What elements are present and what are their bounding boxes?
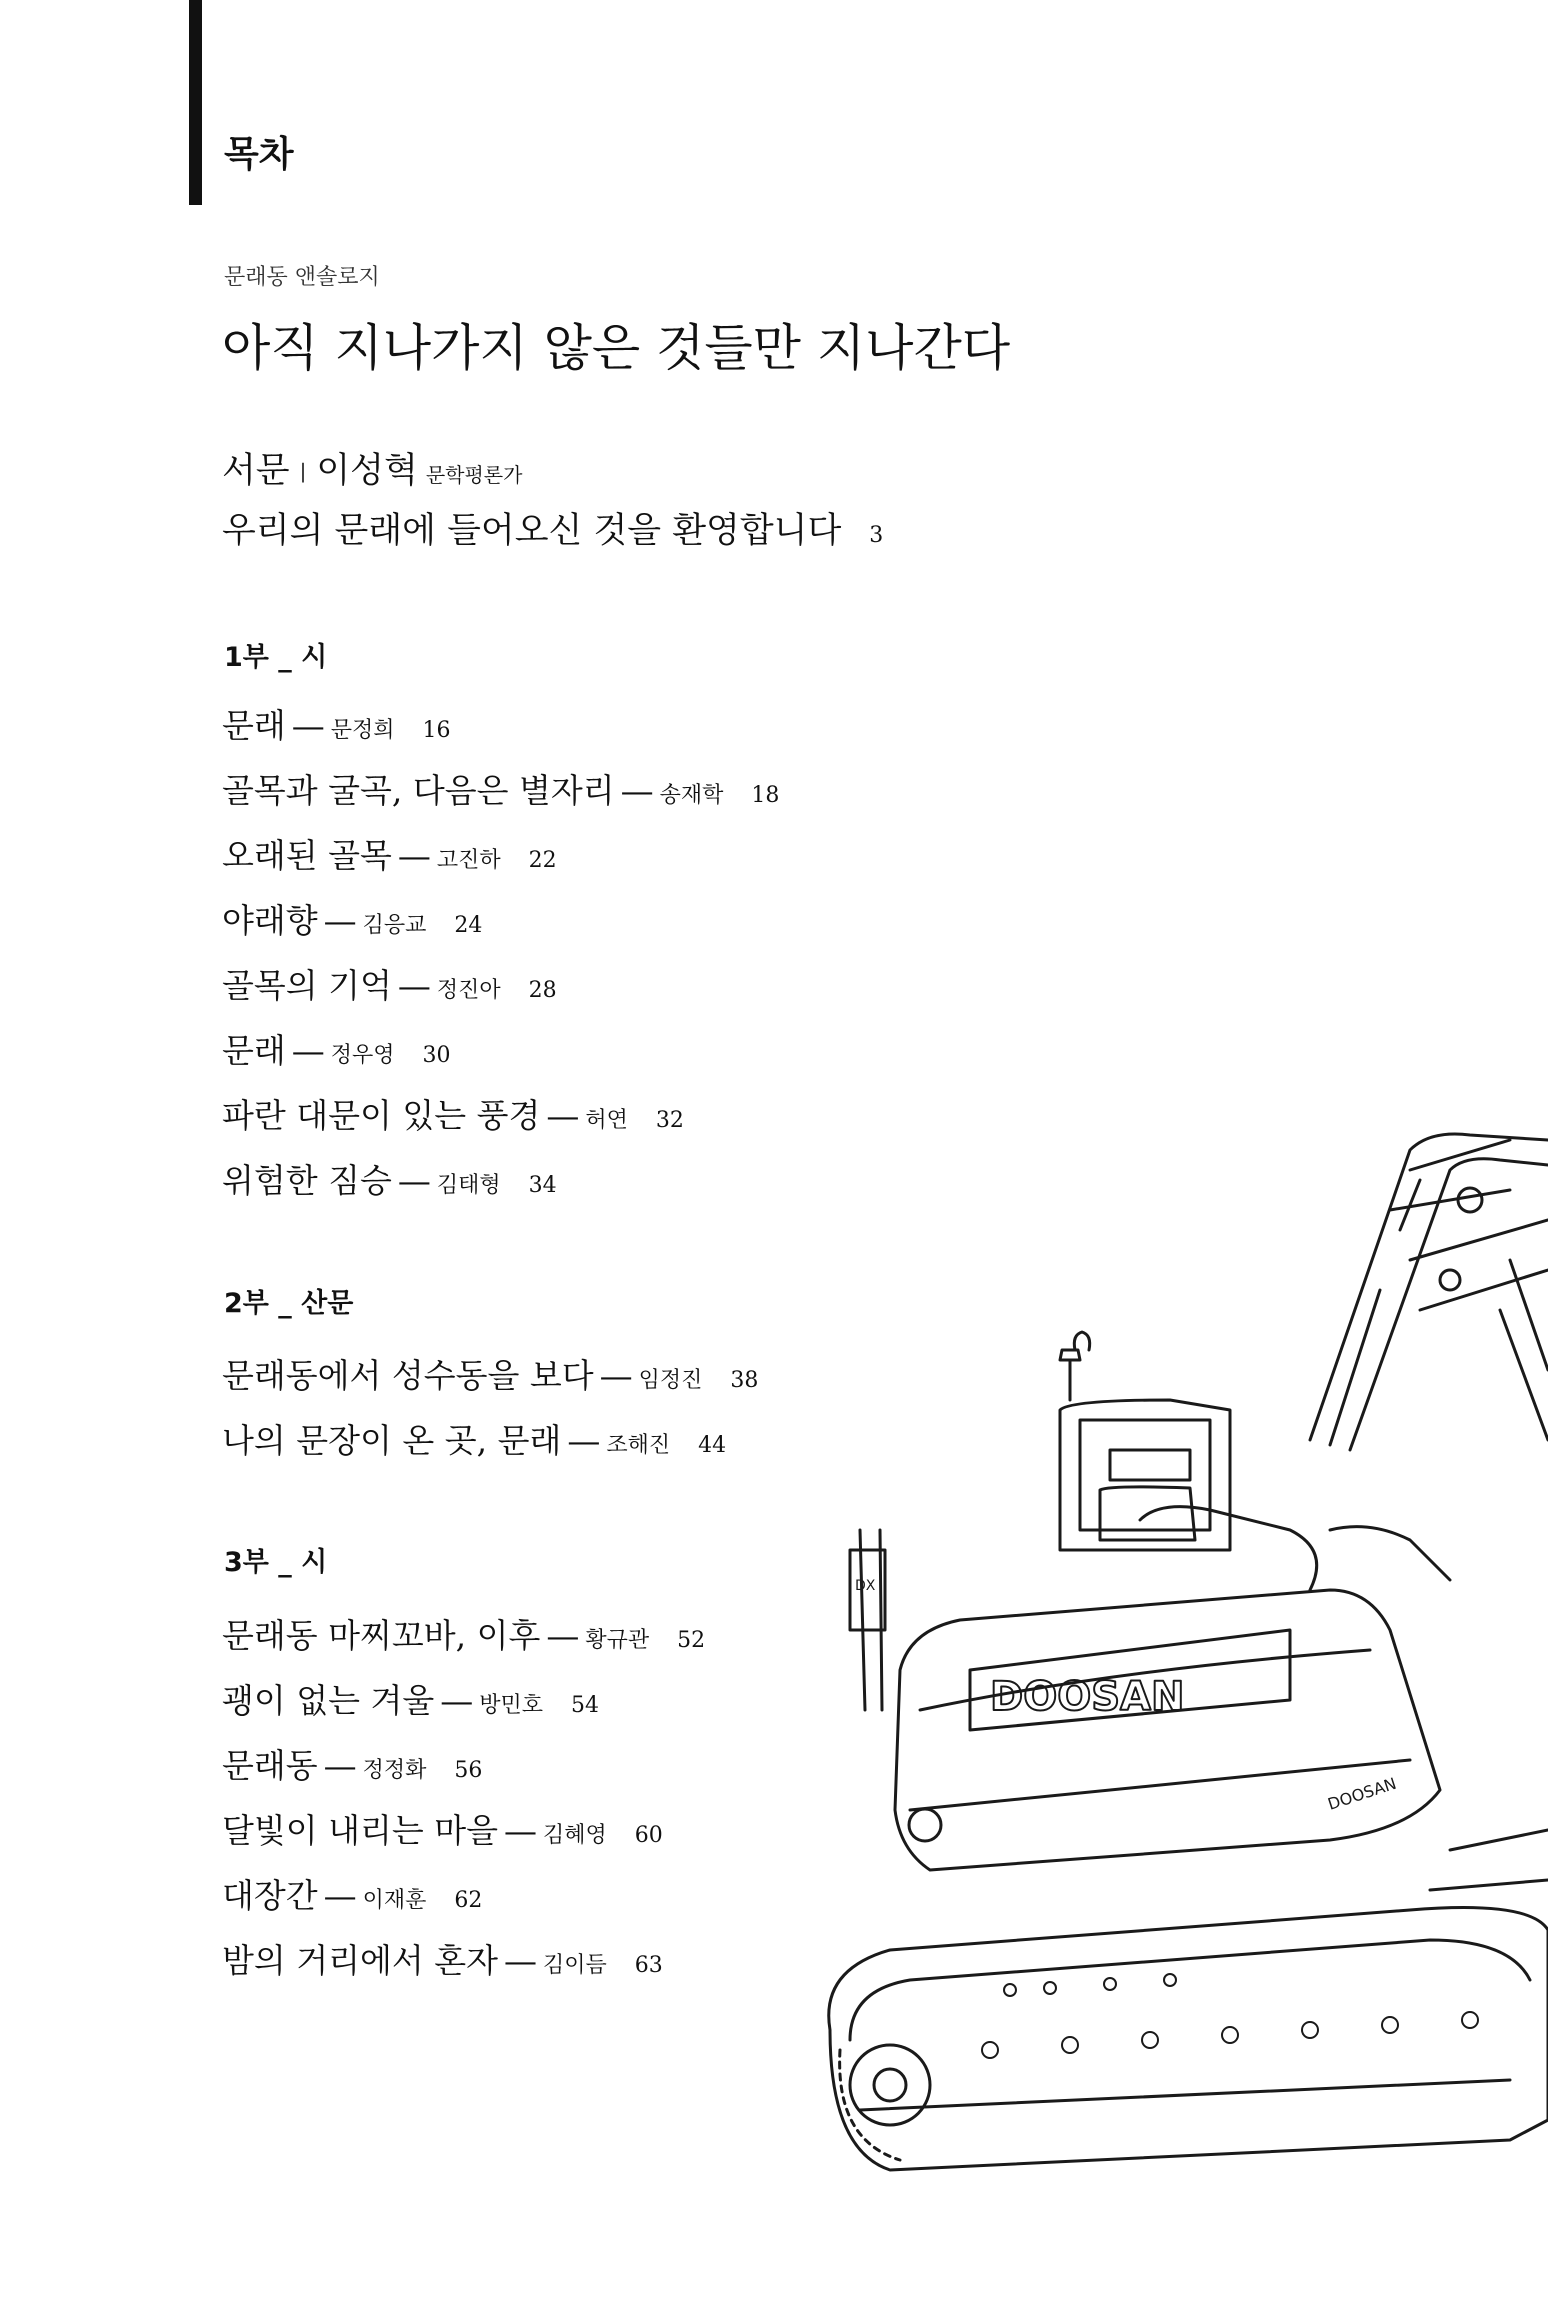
entry-dash: —: [599, 1356, 633, 1395]
entry-page: 32: [655, 1108, 684, 1133]
entry-author: 김이듬: [543, 1953, 607, 1978]
entry-dash: —: [504, 1941, 538, 1980]
entry-page: 60: [634, 1823, 663, 1848]
entry-author: 송재학: [659, 783, 724, 808]
excavator-cab-text: DX: [855, 1578, 876, 1594]
excavator-brand-text: DOOSAN: [990, 1674, 1185, 1720]
series-label: 문래동 앤솔로지: [224, 265, 380, 290]
entry-page: 18: [751, 783, 780, 808]
entry-page: 56: [454, 1758, 483, 1783]
entry-title: 골목의 기억: [222, 966, 392, 1005]
entry-title: 밤의 거리에서 혼자: [222, 1941, 499, 1980]
entry-author: 고진하: [436, 848, 501, 873]
toc-entry[interactable]: [222, 1090, 684, 1140]
entry-title: 문래: [222, 706, 286, 745]
entry-page: 34: [528, 1173, 557, 1198]
entry-dash: —: [291, 706, 325, 745]
entry-page: 22: [528, 848, 557, 873]
toc-entry[interactable]: [222, 1155, 557, 1205]
toc-entry[interactable]: [222, 765, 779, 815]
excavator-side-text: DOOSAN: [1325, 1773, 1399, 1814]
preface-header: [222, 443, 522, 493]
entry-dash: —: [291, 1031, 325, 1070]
entry-dash: —: [323, 901, 357, 940]
toc-heading: 목차: [224, 134, 294, 175]
entry-page: 63: [634, 1953, 663, 1978]
heading-bar: [189, 0, 202, 205]
entry-title: 골목과 굴곡, 다음은 별자리: [222, 771, 615, 810]
entry-author: 문정희: [330, 718, 395, 743]
preface-page: 3: [869, 523, 884, 548]
entry-title: 대장간: [222, 1876, 318, 1915]
entry-author: 황규관: [585, 1628, 650, 1653]
entry-author: 정우영: [330, 1043, 395, 1068]
entry-author: 허연: [585, 1108, 628, 1133]
entry-title: 괭이 없는 겨울: [222, 1681, 435, 1720]
entry-author: 조해진: [606, 1433, 671, 1458]
entry-title: 오래된 골목: [222, 836, 392, 875]
toc-entry[interactable]: [222, 1025, 451, 1075]
part-1-label: 1부 _ 시: [224, 642, 328, 673]
entry-title: 파란 대문이 있는 풍경: [222, 1096, 541, 1135]
entry-page: 44: [698, 1433, 727, 1458]
toc-entry[interactable]: [222, 1805, 663, 1855]
entry-title: 야래향: [222, 901, 318, 940]
entry-author: 방민호: [479, 1693, 544, 1718]
entry-dash: —: [323, 1746, 357, 1785]
entry-author: 정진아: [436, 978, 501, 1003]
entry-page: 16: [422, 718, 451, 743]
toc-entry[interactable]: [222, 960, 557, 1010]
entry-title: 달빛이 내리는 마을: [222, 1811, 499, 1850]
excavator-illustration: [810, 1110, 1548, 2190]
toc-entry[interactable]: [222, 1675, 599, 1725]
entry-dash: —: [567, 1421, 601, 1460]
preface-author-role: 문학평론가: [425, 463, 523, 487]
preface-entry[interactable]: [222, 503, 883, 553]
book-title: 아직 지나가지 않은 것들만 지나간다: [222, 319, 1011, 377]
entry-dash: —: [397, 836, 431, 875]
part-3-label: 3부 _ 시: [224, 1547, 328, 1578]
entry-title: 문래: [222, 1031, 286, 1070]
entry-title: 나의 문장이 온 곳, 문래: [222, 1421, 562, 1460]
toc-entry[interactable]: [222, 1870, 482, 1920]
entry-dash: —: [546, 1096, 580, 1135]
entry-author: 김응교: [362, 913, 427, 938]
toc-entry[interactable]: [222, 1350, 758, 1400]
entry-author: 이재훈: [362, 1888, 427, 1913]
entry-page: 54: [571, 1693, 600, 1718]
entry-dash: —: [440, 1681, 474, 1720]
part-2-label: 2부 _ 산문: [224, 1288, 354, 1319]
entry-title: 문래동: [222, 1746, 318, 1785]
toc-entry[interactable]: [222, 1935, 663, 1985]
toc-entry[interactable]: [222, 895, 482, 945]
entry-dash: —: [504, 1811, 538, 1850]
entry-page: 24: [454, 913, 483, 938]
entry-dash: —: [397, 966, 431, 1005]
toc-entry[interactable]: [222, 1610, 705, 1660]
preface-title: 우리의 문래에 들어오신 것을 환영합니다: [222, 511, 842, 551]
entry-author: 정정화: [362, 1758, 427, 1783]
preface-label: 서문: [222, 451, 290, 491]
entry-dash: —: [323, 1876, 357, 1915]
toc-entry[interactable]: [222, 1740, 482, 1790]
entry-title: 위험한 짐승: [222, 1161, 392, 1200]
entry-title: 문래동 마찌꼬바, 이후: [222, 1616, 541, 1655]
entry-page: 52: [677, 1628, 706, 1653]
entry-page: 38: [730, 1368, 759, 1393]
entry-dash: —: [546, 1616, 580, 1655]
preface-separator: |: [299, 459, 307, 483]
entry-dash: —: [620, 771, 654, 810]
entry-author: 김태형: [436, 1173, 501, 1198]
entry-page: 30: [422, 1043, 451, 1068]
entry-title: 문래동에서 성수동을 보다: [222, 1356, 594, 1395]
entry-author: 김혜영: [543, 1823, 607, 1848]
toc-entry[interactable]: [222, 1415, 726, 1465]
entry-page: 62: [454, 1888, 483, 1913]
preface-author: 이성혁: [316, 451, 418, 491]
entry-page: 28: [528, 978, 557, 1003]
entry-author: 임정진: [638, 1368, 703, 1393]
toc-entry[interactable]: [222, 700, 451, 750]
entry-dash: —: [397, 1161, 431, 1200]
toc-entry[interactable]: [222, 830, 557, 880]
